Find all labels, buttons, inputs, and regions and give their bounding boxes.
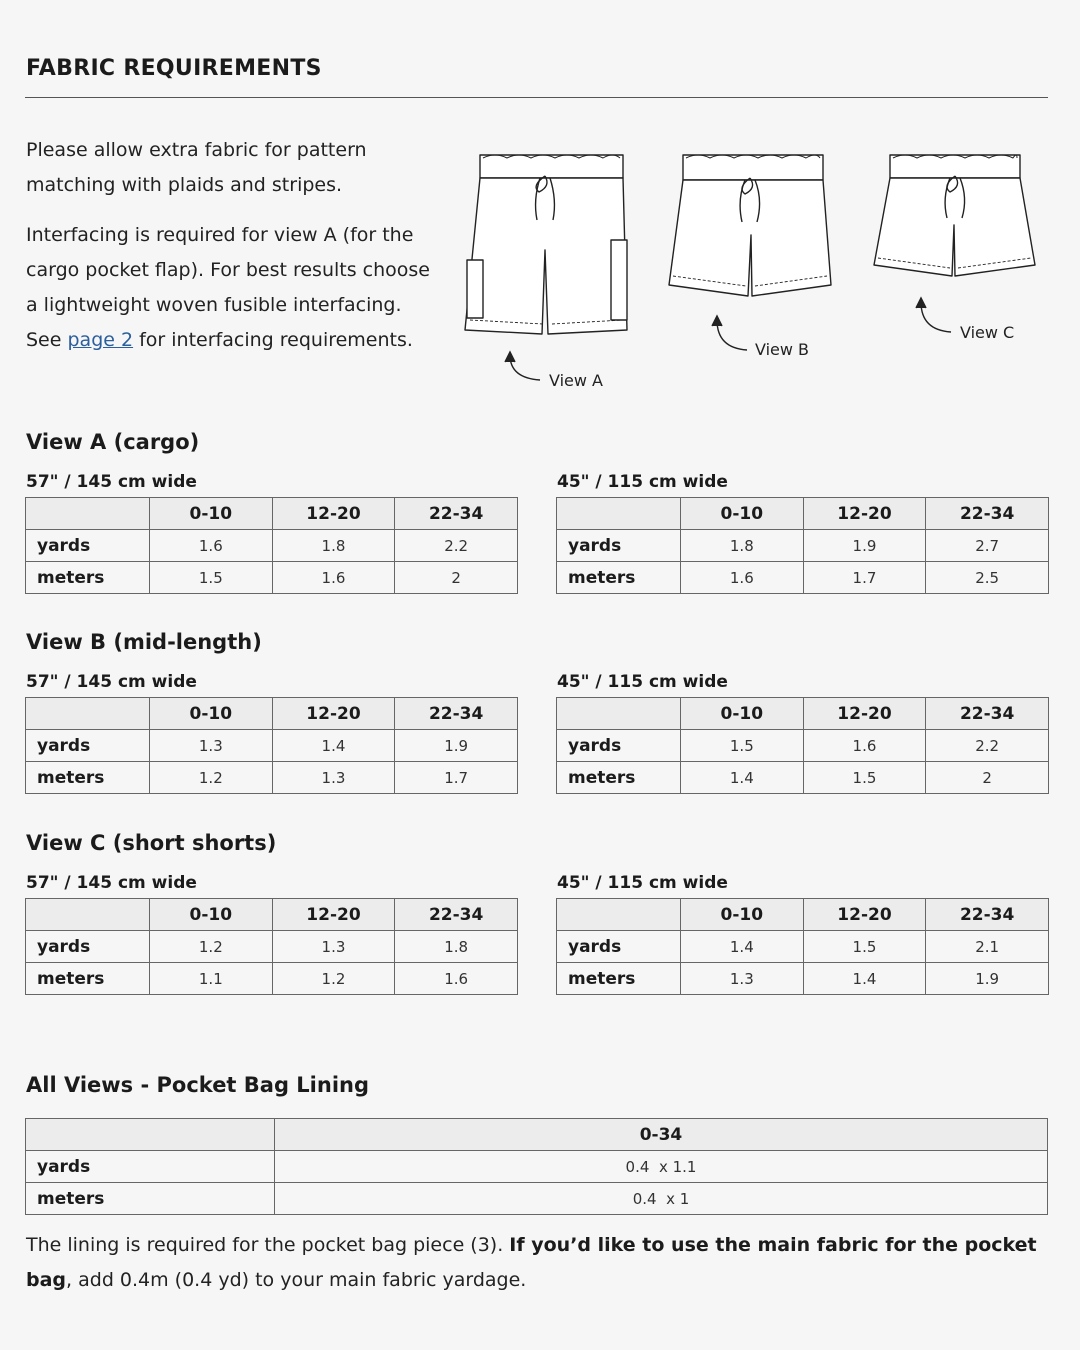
size-header: 0-10 [150,698,273,730]
meterage-value: 1.7 [395,762,518,794]
meterage-value: 1.2 [150,762,273,794]
meterage-value: 1.6 [272,562,395,594]
row-label-meters: meters [557,963,681,995]
row-label-meters: meters [26,762,150,794]
meterage-value: 1.1 [150,963,273,995]
view-c-label: View C [960,323,1015,342]
pocket-lining-table [25,1118,1048,1215]
yardage-value: 1.5 [681,730,804,762]
size-header: 12-20 [272,899,395,931]
width-label-57: 57" / 145 cm wide [26,672,197,692]
meterage-value: 1.3 [681,963,804,995]
size-header: 22-34 [395,899,518,931]
intro-paragraph-interfacing [26,218,436,358]
view-b-45-table [556,697,1049,794]
size-header: 0-34 [275,1119,1048,1151]
yardage-value: 1.9 [395,730,518,762]
yardage-value: 1.4 [272,730,395,762]
row-label-yards: yards [557,530,681,562]
view-b-label: View B [755,340,810,359]
meterage-value: 1.7 [803,562,926,594]
row-label-yards: yards [557,730,681,762]
table-corner-cell [26,1119,275,1151]
meterage-value: 2 [926,762,1049,794]
yardage-value: 2.7 [926,530,1049,562]
meterage-value: 1.9 [926,963,1049,995]
lining-yardage-value: 0.4 x 1.1 [275,1151,1048,1183]
yardage-value: 1.6 [150,530,273,562]
table-corner-cell [557,498,681,530]
lining-note [26,1228,1056,1298]
meterage-value: 2.5 [926,562,1049,594]
intro-paragraph-plaids: Please allow extra fabric for pattern matching with plaids and stripes. [26,139,367,196]
size-header: 22-34 [926,899,1049,931]
table-corner-cell [557,899,681,931]
section-heading-view-c: View C (short shorts) [26,831,277,855]
meterage-value: 1.5 [150,562,273,594]
yardage-value: 1.3 [150,730,273,762]
row-label-meters: meters [557,562,681,594]
meterage-value: 1.2 [272,963,395,995]
yardage-value: 1.6 [803,730,926,762]
yardage-value: 1.9 [803,530,926,562]
size-header: 22-34 [926,498,1049,530]
table-corner-cell [557,698,681,730]
yardage-value: 1.2 [150,931,273,963]
meterage-value: 1.6 [681,562,804,594]
row-label-yards: yards [26,1151,275,1183]
yardage-value: 1.5 [803,931,926,963]
view-a-shorts-illustration [465,155,627,334]
yardage-value: 2.2 [395,530,518,562]
yardage-value: 2.1 [926,931,1049,963]
view-a-57-table [25,497,518,594]
row-label-yards: yards [26,530,150,562]
size-header: 0-10 [150,498,273,530]
row-label-yards: yards [26,730,150,762]
width-label-45: 45" / 115 cm wide [557,672,728,692]
page-2-link[interactable]: page 2 [67,329,134,351]
yardage-value: 1.8 [395,931,518,963]
table-corner-cell [26,498,150,530]
lining-note-emphasis: If you’d like to use the main fabric for the pocket bag [26,1234,1037,1291]
size-header: 12-20 [272,698,395,730]
yardage-value: 1.3 [272,931,395,963]
meterage-value: 1.4 [681,762,804,794]
size-header: 22-34 [395,698,518,730]
interfacing-text-end: for interfacing requirements. [133,329,413,351]
view-b-57-table [25,697,518,794]
yardage-value: 1.8 [681,530,804,562]
view-c-shorts-illustration [874,155,1035,276]
shorts-illustrations [455,140,1055,400]
row-label-meters: meters [26,963,150,995]
width-label-57: 57" / 145 cm wide [26,873,197,893]
width-label-45: 45" / 115 cm wide [557,472,728,492]
size-header: 22-34 [926,698,1049,730]
view-a-45-table [556,497,1049,594]
size-header: 12-20 [272,498,395,530]
size-header: 0-10 [681,899,804,931]
row-label-meters: meters [557,762,681,794]
size-header: 12-20 [803,698,926,730]
table-corner-cell [26,698,150,730]
row-label-yards: yards [26,931,150,963]
size-header: 0-10 [681,698,804,730]
view-a-label: View A [549,371,603,390]
row-label-meters: meters [26,1183,275,1215]
meterage-value: 1.6 [395,963,518,995]
section-heading-lining: All Views - Pocket Bag Lining [26,1073,370,1097]
title-divider [25,97,1048,98]
size-header: 0-10 [681,498,804,530]
lining-note-text-end: , add 0.4m (0.4 yd) to your main fabric yardage. [66,1269,527,1291]
section-heading-view-a: View A (cargo) [26,430,200,454]
view-a-arrow [510,355,540,380]
yardage-value: 2.2 [926,730,1049,762]
section-heading-view-b: View B (mid-length) [26,630,262,654]
width-label-57: 57" / 145 cm wide [26,472,197,492]
intro-text [26,133,436,373]
yardage-value: 1.8 [272,530,395,562]
view-c-57-table [25,898,518,995]
meterage-value: 2 [395,562,518,594]
view-b-shorts-illustration [669,155,831,296]
meterage-value: 1.5 [803,762,926,794]
table-corner-cell [26,899,150,931]
interfacing-text: Interfacing is required for view A (for the cargo pocket flap). For best results choose a lightweight woven fusible interfacing. See [26,224,430,351]
row-label-meters: meters [26,562,150,594]
lining-note-text: The lining is required for the pocket bag piece (3). [26,1234,510,1256]
size-header: 12-20 [803,899,926,931]
width-label-45: 45" / 115 cm wide [557,873,728,893]
page-title: FABRIC REQUIREMENTS [26,56,322,81]
lining-meterage-value: 0.4 x 1 [275,1183,1048,1215]
row-label-yards: yards [557,931,681,963]
meterage-value: 1.4 [803,963,926,995]
size-header: 12-20 [803,498,926,530]
size-header: 0-10 [150,899,273,931]
yardage-value: 1.4 [681,931,804,963]
size-header: 22-34 [395,498,518,530]
meterage-value: 1.3 [272,762,395,794]
view-c-45-table [556,898,1049,995]
